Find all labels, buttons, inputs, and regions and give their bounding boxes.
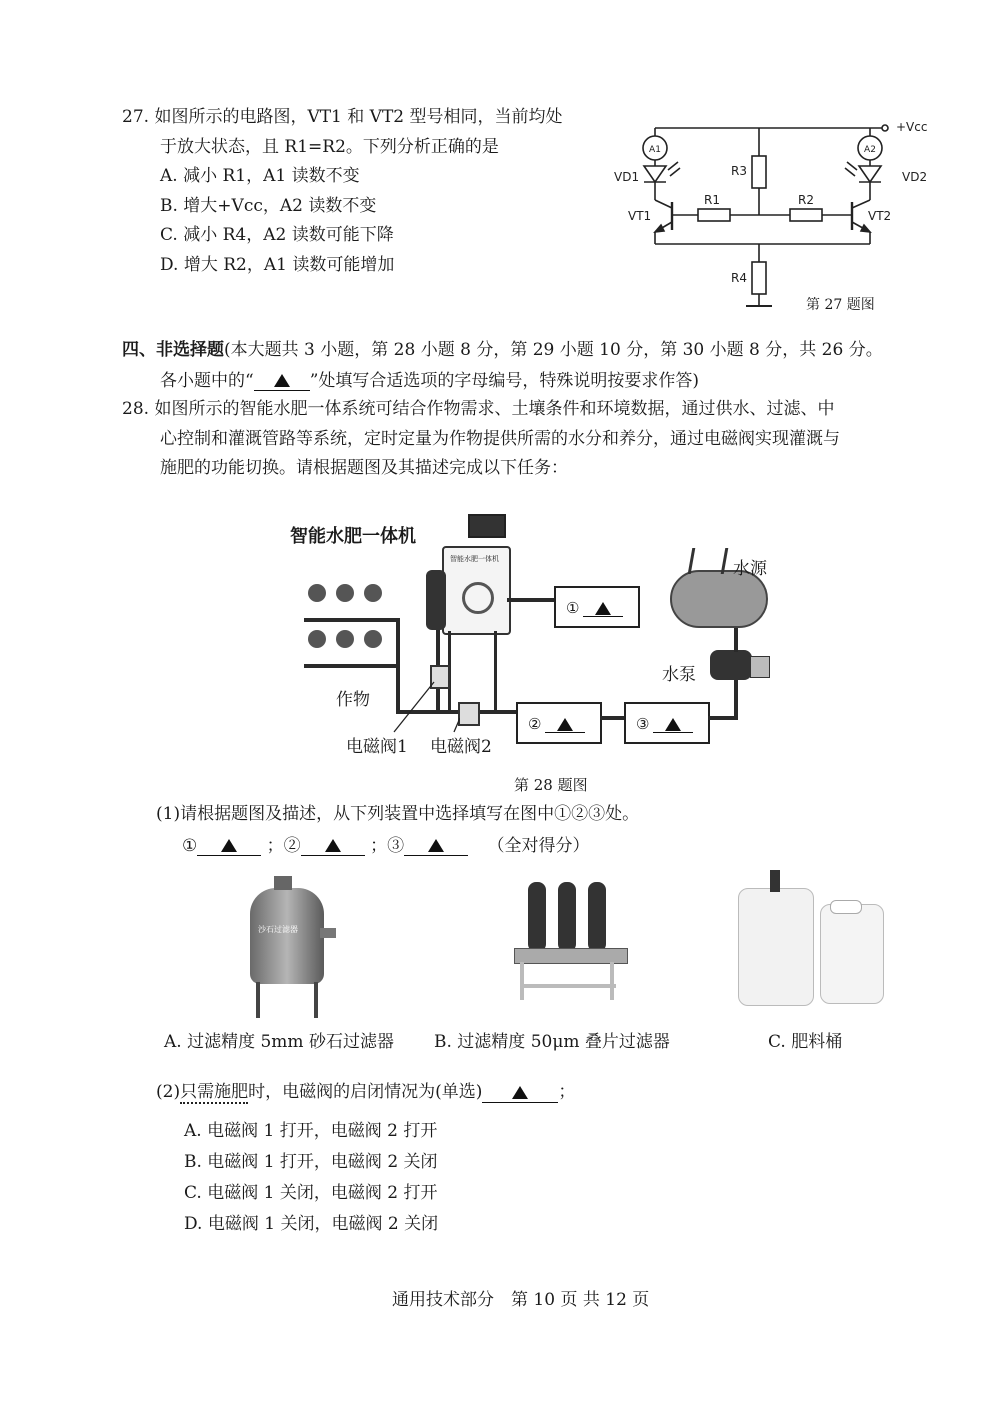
section4-desc-line2: 各小题中的“ ”处填写合适选项的字母编号，特殊说明按要求作答) (160, 371, 700, 391)
pump-icon (710, 650, 752, 680)
box-2 (516, 702, 602, 744)
device-c-label: C. 肥料桶 (768, 1032, 843, 1052)
valve2-label: 电磁阀2 (430, 737, 492, 757)
vt1-label: VT1 (628, 209, 652, 223)
answer-marker-example (254, 370, 310, 391)
sand-filter-image: 沙石过滤器 (240, 872, 340, 1022)
q27-caption: 第 27 题图 (806, 297, 875, 313)
fertilizer-tank-image (734, 870, 890, 1006)
disc-filter-image (510, 878, 630, 1008)
machine-label: 智能水肥一体机 (290, 526, 416, 547)
valve1-label: 电磁阀1 (346, 737, 408, 757)
q28-sub1-blanks: ① ；② ；③ （全对得分） (182, 836, 590, 856)
a2-label: A2 (864, 145, 876, 155)
blank-1[interactable] (197, 835, 261, 856)
section4-header (122, 340, 883, 360)
q28-stem-line1: 28. 如图所示的智能水肥一体系统可结合作物需求、土壤条件和环境数据，通过供水、过滤、中 (122, 399, 835, 419)
r1-label: R1 (704, 193, 720, 207)
q28-sub2-text: (2)只需施肥时，电磁阀的启闭情况为(单选) ； (156, 1082, 576, 1102)
blank-2[interactable] (301, 835, 365, 856)
q27-option-a: A. 减小 R1，A1 读数不变 (160, 166, 360, 186)
valve2-icon (458, 702, 480, 726)
device-a-label: A. 过滤精度 5mm 砂石过滤器 (164, 1032, 394, 1052)
q27-circuit-diagram (600, 108, 940, 323)
vd1-label: VD1 (614, 170, 640, 184)
blank-sub2[interactable] (482, 1082, 558, 1103)
water-source-label: 水源 (733, 559, 767, 579)
q27-option-d: D. 增大 R2，A1 读数可能增加 (160, 255, 395, 275)
r2-label: R2 (798, 193, 814, 207)
page-footer: 通用技术部分 第 10 页 共 12 页 (392, 1290, 650, 1310)
valve-leader-lines (390, 678, 460, 738)
q28-sub2-option-c: C. 电磁阀 1 关闭，电磁阀 2 打开 (184, 1183, 438, 1203)
vcc-label: +Vcc (896, 120, 928, 134)
box-3-label: ③ (636, 714, 693, 733)
crops-label: 作物 (336, 690, 370, 710)
machine-pump-unit (426, 570, 446, 630)
box-3 (624, 702, 710, 744)
r3-label: R3 (731, 164, 747, 178)
section4-title: 四、非选择题 (122, 340, 224, 360)
blank-3[interactable] (404, 835, 468, 856)
machine-logo (462, 582, 494, 614)
vt2-label: VT2 (868, 209, 892, 223)
r4-label: R4 (731, 271, 747, 285)
crops-icon (304, 580, 388, 670)
q28-stem-line3: 施肥的功能切换。请根据题图及其描述完成以下任务： (160, 458, 568, 478)
q28-sub2-option-b: B. 电磁阀 1 打开，电磁阀 2 关闭 (184, 1152, 438, 1172)
box-2-label: ② (528, 714, 585, 733)
q27-stem-line2: 于放大状态，且 R1=R2。下列分析正确的是 (160, 137, 499, 157)
q27-option-b: B. 增大+Vcc，A2 读数不变 (160, 196, 377, 216)
box-1-label: ① (566, 598, 623, 617)
q28-sub1-text: (1)请根据题图及描述，从下列装置中选择填写在图中①②③处。 (156, 804, 640, 824)
vd2-label: VD2 (902, 170, 928, 184)
q28-sub2-option-d: D. 电磁阀 1 关闭，电磁阀 2 关闭 (184, 1214, 439, 1234)
pump-label: 水泵 (662, 665, 696, 685)
machine-screen (468, 514, 506, 538)
device-b-label: B. 过滤精度 50μm 叠片过滤器 (434, 1032, 670, 1052)
emphasis-text: 只需施肥 (180, 1082, 249, 1102)
fertigation-machine: 智能水肥一体机 (442, 546, 511, 635)
section4-desc-line1: (本大题共 3 小题，第 28 小题 8 分，第 29 小题 10 分，第 30 小题 8 分，共 26 分。 (224, 340, 883, 360)
triangle-icon (274, 374, 290, 387)
q28-stem-line2: 心控制和灌溉管路等系统，定时定量为作物提供所需的水分和养分，通过电磁阀实现灌溉与 (160, 429, 840, 449)
q28-caption: 第 28 题图 (514, 776, 588, 794)
q27-stem-line1: 27. 如图所示的电路图，VT1 和 VT2 型号相同，当前均处 (122, 107, 563, 127)
q28-system-diagram (290, 510, 790, 770)
q28-sub2-option-a: A. 电磁阀 1 打开，电磁阀 2 打开 (184, 1121, 438, 1141)
q27-option-c: C. 减小 R4，A2 读数可能下降 (160, 225, 394, 245)
box-1 (554, 586, 640, 628)
a1-label: A1 (649, 145, 661, 155)
